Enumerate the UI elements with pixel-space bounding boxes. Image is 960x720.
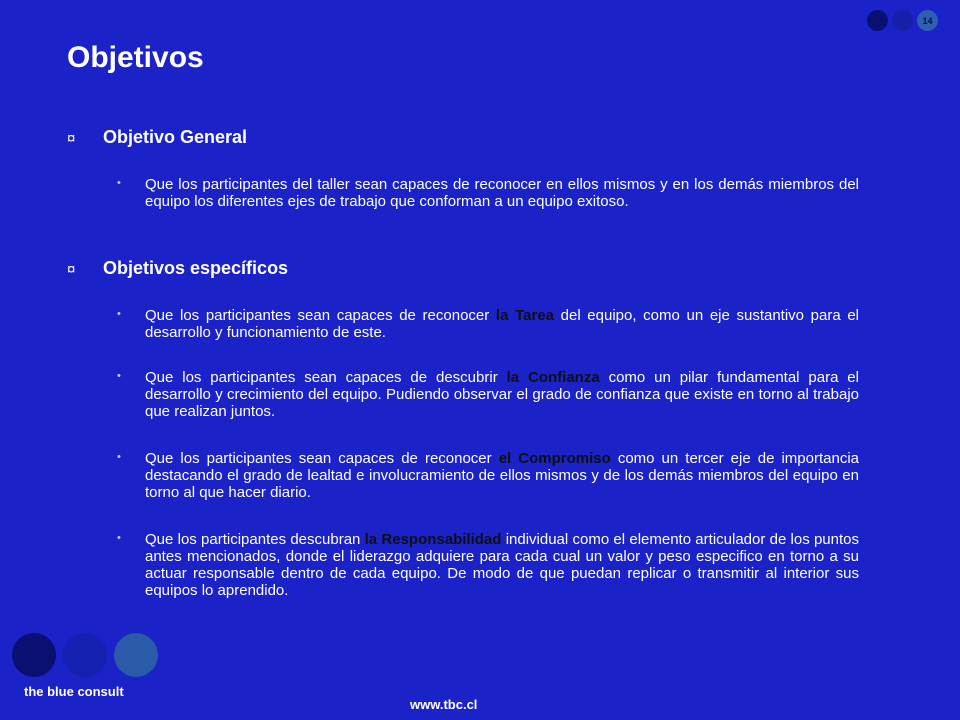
list-item [117,369,859,420]
bullet-icon: • [117,370,121,382]
section-heading-specific [67,258,288,279]
item-highlight: la Confianza [506,369,600,386]
item-text: Que los participantes del taller sean capaces de reconocer en ellos mismos y en los demás miembros del equipo los diferentes ejes de trabajo que conforman a un equipo exitoso. [145,176,859,210]
item-highlight: la Responsabilidad [364,531,502,548]
item-text-before: Que los participantes sean capaces de reconocer [145,450,499,467]
page-dot [892,10,913,31]
list-item [117,450,859,501]
item-text-before: Que los participantes descubran [145,531,365,548]
item-text [145,307,859,341]
logo-circle [12,633,56,677]
page-indicator [867,10,938,31]
bullet-icon: • [117,177,121,189]
brand-logo [12,633,158,677]
website-url: www.tbc.cl [410,697,478,712]
page-dot [867,10,888,31]
logo-circle [63,633,107,677]
section-heading-text: Objetivos específicos [103,258,289,278]
item-text-before: Que los participantes sean capaces de descubrir [145,369,507,386]
slide-title: Objetivos [67,41,204,74]
brand-name: the blue consult [24,684,124,699]
item-text-after: del equipo, como un eje sustantivo para el desarrollo y funcionamiento de este. [145,307,860,341]
item-text-before: Que los participantes sean capaces de reconocer [145,307,496,324]
bullet-icon: • [117,451,121,463]
section-bullet-icon: ¤ [67,261,76,278]
bullet-icon: • [117,308,121,320]
logo-circle [114,633,158,677]
item-text [145,450,859,501]
list-item [117,176,859,210]
bullet-icon: • [117,532,121,544]
page-number: 14 [917,10,938,31]
list-item [117,307,859,341]
item-text [145,369,859,420]
section-heading-general [67,127,247,148]
item-highlight: el Compromiso [498,450,611,467]
item-text-after: individual como el elemento articulador de los puntos antes mencionados, donde el liderazgo adquiere para cada cual un valor y peso especifico en torno a su actuar responsable dentro de cada equipo. De modo de que puedan replicar o transmitir al interior sus equipos lo aprendido. [145,531,860,599]
item-text-after: como un pilar fundamental para el desarrollo y crecimiento del equipo. Pudiendo observar el grado de confianza que existe en torno al trabajo que realizan juntos. [145,369,859,420]
section-heading-text: Objetivo General [103,127,248,147]
list-item [117,531,859,599]
section-bullet-icon: ¤ [67,130,76,147]
item-highlight: la Tarea [495,307,554,324]
item-text [145,531,859,599]
item-text-after: como un tercer eje de importancia destacando el grado de lealtad e involucramiento de ellos mismos y de los demás miembros del equipo en torno al que hacer diario. [145,450,860,501]
